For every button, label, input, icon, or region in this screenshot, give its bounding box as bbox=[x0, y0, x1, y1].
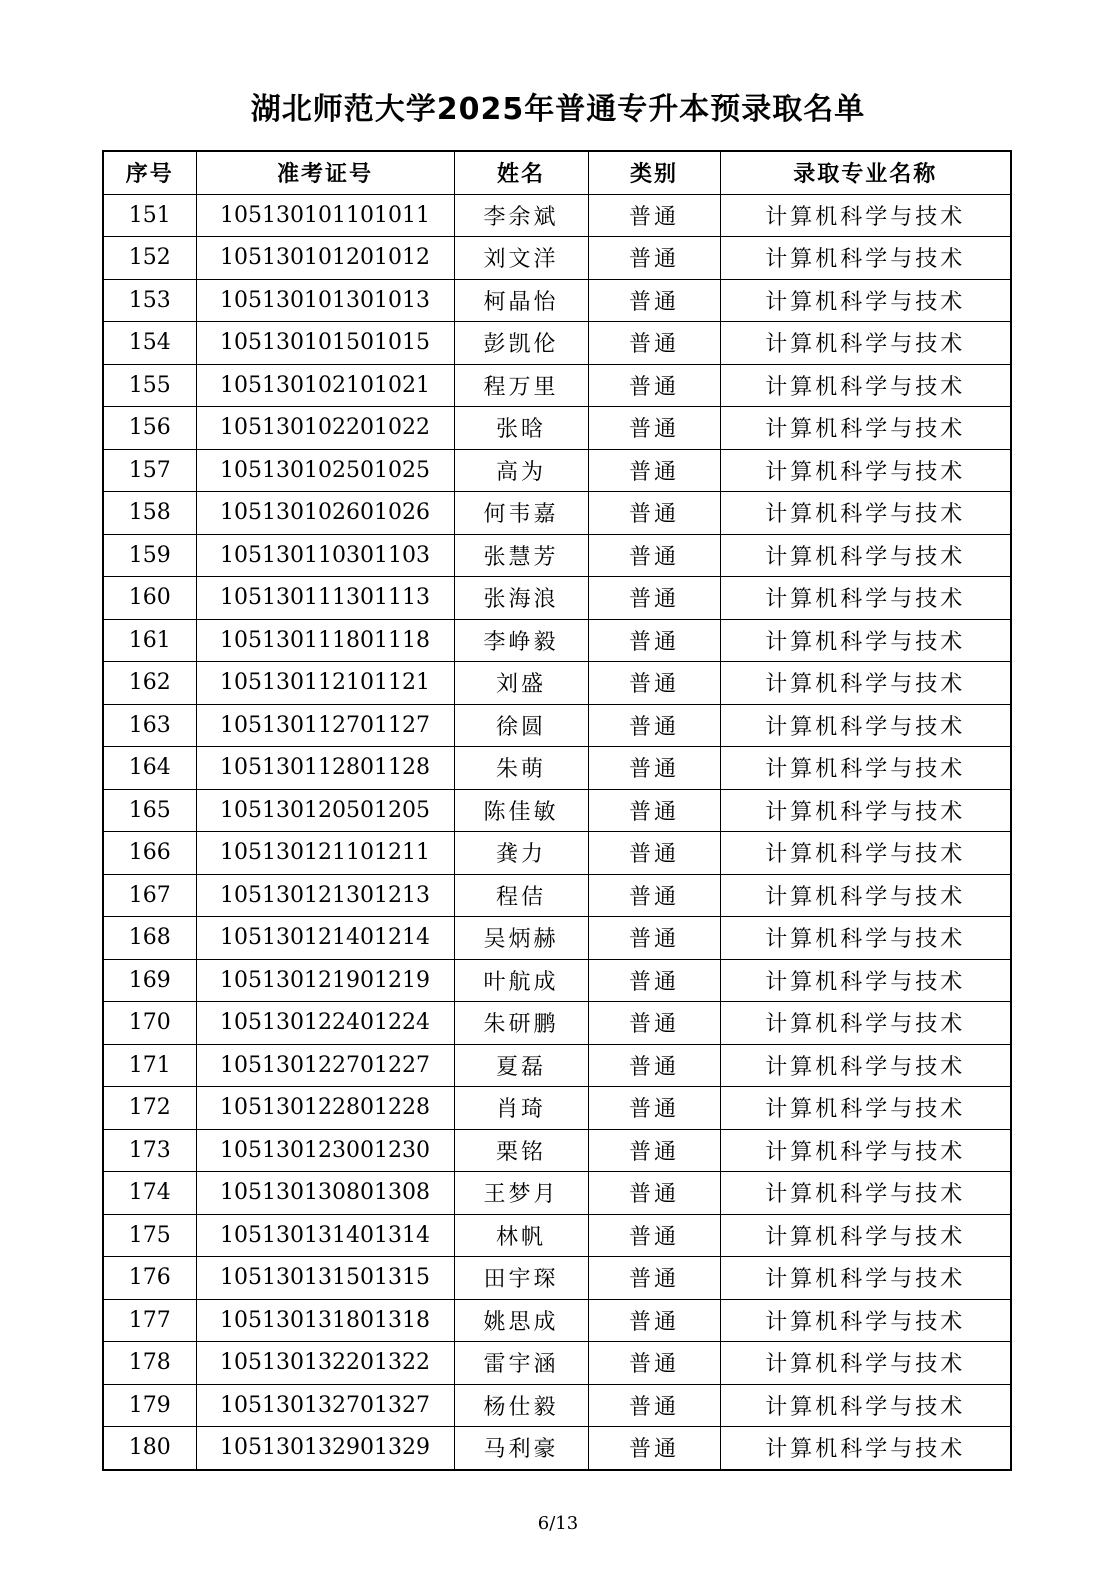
table-row bbox=[103, 492, 1011, 535]
cell-name: 张慧芳 bbox=[454, 534, 588, 577]
cell-category: 普通 bbox=[588, 747, 720, 790]
cell-exam-id: 105130120501205 bbox=[196, 789, 454, 832]
cell-category: 普通 bbox=[588, 1214, 720, 1257]
cell-major: 计算机科学与技术 bbox=[720, 577, 1011, 620]
cell-seq: 179 bbox=[103, 1384, 196, 1427]
cell-major: 计算机科学与技术 bbox=[720, 1044, 1011, 1087]
cell-exam-id: 105130102101021 bbox=[196, 364, 454, 407]
cell-name: 刘文洋 bbox=[454, 237, 588, 280]
cell-category: 普通 bbox=[588, 1299, 720, 1342]
cell-category: 普通 bbox=[588, 1087, 720, 1130]
cell-name: 马利豪 bbox=[454, 1427, 588, 1470]
header-major: 录取专业名称 bbox=[720, 151, 1011, 194]
cell-exam-id: 105130121101211 bbox=[196, 832, 454, 875]
cell-exam-id: 105130101301013 bbox=[196, 279, 454, 322]
cell-seq: 161 bbox=[103, 619, 196, 662]
cell-exam-id: 105130112801128 bbox=[196, 747, 454, 790]
cell-major: 计算机科学与技术 bbox=[720, 1384, 1011, 1427]
cell-exam-id: 105130101201012 bbox=[196, 237, 454, 280]
table-row bbox=[103, 619, 1011, 662]
cell-major: 计算机科学与技术 bbox=[720, 492, 1011, 535]
cell-name: 李余斌 bbox=[454, 194, 588, 237]
cell-major: 计算机科学与技术 bbox=[720, 959, 1011, 1002]
header-seq: 序号 bbox=[103, 151, 196, 194]
cell-seq: 164 bbox=[103, 747, 196, 790]
cell-name: 夏磊 bbox=[454, 1044, 588, 1087]
cell-name: 雷宇涵 bbox=[454, 1342, 588, 1385]
table-row bbox=[103, 704, 1011, 747]
cell-exam-id: 105130130801308 bbox=[196, 1172, 454, 1215]
cell-seq: 167 bbox=[103, 874, 196, 917]
table-row bbox=[103, 1129, 1011, 1172]
cell-seq: 166 bbox=[103, 832, 196, 875]
cell-seq: 153 bbox=[103, 279, 196, 322]
cell-seq: 159 bbox=[103, 534, 196, 577]
cell-exam-id: 105130131801318 bbox=[196, 1299, 454, 1342]
table-row bbox=[103, 1299, 1011, 1342]
cell-major: 计算机科学与技术 bbox=[720, 917, 1011, 960]
cell-exam-id: 105130102501025 bbox=[196, 449, 454, 492]
cell-seq: 162 bbox=[103, 662, 196, 705]
table-row bbox=[103, 279, 1011, 322]
cell-category: 普通 bbox=[588, 364, 720, 407]
cell-exam-id: 105130102201022 bbox=[196, 407, 454, 450]
cell-category: 普通 bbox=[588, 279, 720, 322]
cell-major: 计算机科学与技术 bbox=[720, 237, 1011, 280]
cell-seq: 168 bbox=[103, 917, 196, 960]
cell-category: 普通 bbox=[588, 1044, 720, 1087]
table-row bbox=[103, 1427, 1011, 1470]
cell-exam-id: 105130131401314 bbox=[196, 1214, 454, 1257]
cell-name: 吴炳赫 bbox=[454, 917, 588, 960]
cell-exam-id: 105130123001230 bbox=[196, 1129, 454, 1172]
cell-exam-id: 105130132201322 bbox=[196, 1342, 454, 1385]
cell-name: 高为 bbox=[454, 449, 588, 492]
cell-seq: 174 bbox=[103, 1172, 196, 1215]
cell-category: 普通 bbox=[588, 492, 720, 535]
cell-exam-id: 105130101101011 bbox=[196, 194, 454, 237]
cell-seq: 163 bbox=[103, 704, 196, 747]
table-row bbox=[103, 237, 1011, 280]
cell-major: 计算机科学与技术 bbox=[720, 449, 1011, 492]
table-row bbox=[103, 789, 1011, 832]
cell-seq: 160 bbox=[103, 577, 196, 620]
table-row bbox=[103, 1087, 1011, 1130]
cell-seq: 173 bbox=[103, 1129, 196, 1172]
cell-name: 姚思成 bbox=[454, 1299, 588, 1342]
cell-category: 普通 bbox=[588, 237, 720, 280]
page-number: 6/13 bbox=[537, 1513, 579, 1534]
cell-category: 普通 bbox=[588, 959, 720, 1002]
cell-seq: 177 bbox=[103, 1299, 196, 1342]
cell-category: 普通 bbox=[588, 1384, 720, 1427]
cell-name: 李峥毅 bbox=[454, 619, 588, 662]
cell-seq: 158 bbox=[103, 492, 196, 535]
cell-exam-id: 105130112101121 bbox=[196, 662, 454, 705]
cell-major: 计算机科学与技术 bbox=[720, 1427, 1011, 1470]
cell-major: 计算机科学与技术 bbox=[720, 832, 1011, 875]
cell-name: 叶航成 bbox=[454, 959, 588, 1002]
table-row bbox=[103, 1342, 1011, 1385]
cell-category: 普通 bbox=[588, 534, 720, 577]
cell-name: 栗铭 bbox=[454, 1129, 588, 1172]
cell-major: 计算机科学与技术 bbox=[720, 1342, 1011, 1385]
cell-major: 计算机科学与技术 bbox=[720, 619, 1011, 662]
cell-name: 刘盛 bbox=[454, 662, 588, 705]
cell-exam-id: 105130110301103 bbox=[196, 534, 454, 577]
table-header-row bbox=[103, 151, 1011, 194]
cell-category: 普通 bbox=[588, 662, 720, 705]
cell-exam-id: 105130131501315 bbox=[196, 1257, 454, 1300]
cell-major: 计算机科学与技术 bbox=[720, 279, 1011, 322]
table-row bbox=[103, 1214, 1011, 1257]
cell-exam-id: 105130111801118 bbox=[196, 619, 454, 662]
cell-exam-id: 105130101501015 bbox=[196, 322, 454, 365]
cell-exam-id: 105130111301113 bbox=[196, 577, 454, 620]
cell-major: 计算机科学与技术 bbox=[720, 364, 1011, 407]
cell-seq: 165 bbox=[103, 789, 196, 832]
cell-major: 计算机科学与技术 bbox=[720, 747, 1011, 790]
cell-major: 计算机科学与技术 bbox=[720, 1172, 1011, 1215]
cell-major: 计算机科学与技术 bbox=[720, 789, 1011, 832]
table-row bbox=[103, 407, 1011, 450]
cell-major: 计算机科学与技术 bbox=[720, 704, 1011, 747]
cell-seq: 172 bbox=[103, 1087, 196, 1130]
header-category: 类别 bbox=[588, 151, 720, 194]
cell-name: 肖琦 bbox=[454, 1087, 588, 1130]
table-row bbox=[103, 1172, 1011, 1215]
cell-exam-id: 105130121301213 bbox=[196, 874, 454, 917]
cell-exam-id: 105130132901329 bbox=[196, 1427, 454, 1470]
cell-seq: 151 bbox=[103, 194, 196, 237]
cell-name: 田宇琛 bbox=[454, 1257, 588, 1300]
cell-exam-id: 105130121901219 bbox=[196, 959, 454, 1002]
cell-name: 王梦月 bbox=[454, 1172, 588, 1215]
cell-major: 计算机科学与技术 bbox=[720, 1299, 1011, 1342]
table-row bbox=[103, 747, 1011, 790]
cell-category: 普通 bbox=[588, 577, 720, 620]
cell-category: 普通 bbox=[588, 874, 720, 917]
cell-seq: 152 bbox=[103, 237, 196, 280]
cell-major: 计算机科学与技术 bbox=[720, 1129, 1011, 1172]
cell-name: 张海浪 bbox=[454, 577, 588, 620]
cell-exam-id: 105130132701327 bbox=[196, 1384, 454, 1427]
table-row bbox=[103, 1257, 1011, 1300]
cell-seq: 169 bbox=[103, 959, 196, 1002]
table-row bbox=[103, 194, 1011, 237]
cell-major: 计算机科学与技术 bbox=[720, 322, 1011, 365]
cell-name: 何韦嘉 bbox=[454, 492, 588, 535]
header-name: 姓名 bbox=[454, 151, 588, 194]
cell-name: 朱萌 bbox=[454, 747, 588, 790]
table-row bbox=[103, 874, 1011, 917]
cell-name: 杨仕毅 bbox=[454, 1384, 588, 1427]
cell-exam-id: 105130122401224 bbox=[196, 1002, 454, 1045]
cell-major: 计算机科学与技术 bbox=[720, 662, 1011, 705]
cell-name: 张晗 bbox=[454, 407, 588, 450]
cell-seq: 175 bbox=[103, 1214, 196, 1257]
cell-major: 计算机科学与技术 bbox=[720, 1257, 1011, 1300]
cell-name: 程佶 bbox=[454, 874, 588, 917]
page-title: 湖北师范大学2025年普通专升本预录取名单 bbox=[250, 92, 866, 127]
cell-category: 普通 bbox=[588, 832, 720, 875]
cell-name: 陈佳敏 bbox=[454, 789, 588, 832]
table-row bbox=[103, 959, 1011, 1002]
table-row bbox=[103, 364, 1011, 407]
cell-category: 普通 bbox=[588, 407, 720, 450]
cell-seq: 170 bbox=[103, 1002, 196, 1045]
table-row bbox=[103, 1384, 1011, 1427]
cell-name: 朱研鹏 bbox=[454, 1002, 588, 1045]
admission-table bbox=[102, 150, 1012, 1471]
cell-major: 计算机科学与技术 bbox=[720, 874, 1011, 917]
table-row bbox=[103, 449, 1011, 492]
table-row bbox=[103, 577, 1011, 620]
cell-name: 林帆 bbox=[454, 1214, 588, 1257]
cell-category: 普通 bbox=[588, 194, 720, 237]
cell-category: 普通 bbox=[588, 704, 720, 747]
cell-name: 柯晶怡 bbox=[454, 279, 588, 322]
cell-seq: 171 bbox=[103, 1044, 196, 1087]
cell-category: 普通 bbox=[588, 1129, 720, 1172]
cell-major: 计算机科学与技术 bbox=[720, 1002, 1011, 1045]
cell-category: 普通 bbox=[588, 789, 720, 832]
cell-name: 彭凯伦 bbox=[454, 322, 588, 365]
table-row bbox=[103, 832, 1011, 875]
cell-seq: 178 bbox=[103, 1342, 196, 1385]
cell-name: 徐圆 bbox=[454, 704, 588, 747]
cell-category: 普通 bbox=[588, 1002, 720, 1045]
header-exam-id: 准考证号 bbox=[196, 151, 454, 194]
cell-category: 普通 bbox=[588, 1172, 720, 1215]
cell-major: 计算机科学与技术 bbox=[720, 1087, 1011, 1130]
cell-category: 普通 bbox=[588, 449, 720, 492]
cell-exam-id: 105130122801228 bbox=[196, 1087, 454, 1130]
cell-exam-id: 105130121401214 bbox=[196, 917, 454, 960]
cell-seq: 157 bbox=[103, 449, 196, 492]
table-row bbox=[103, 322, 1011, 365]
cell-category: 普通 bbox=[588, 1342, 720, 1385]
cell-category: 普通 bbox=[588, 1427, 720, 1470]
table-row bbox=[103, 1044, 1011, 1087]
table-row bbox=[103, 534, 1011, 577]
cell-category: 普通 bbox=[588, 1257, 720, 1300]
cell-seq: 154 bbox=[103, 322, 196, 365]
cell-seq: 155 bbox=[103, 364, 196, 407]
cell-category: 普通 bbox=[588, 619, 720, 662]
table-row bbox=[103, 662, 1011, 705]
cell-seq: 176 bbox=[103, 1257, 196, 1300]
cell-category: 普通 bbox=[588, 917, 720, 960]
cell-major: 计算机科学与技术 bbox=[720, 194, 1011, 237]
table-row bbox=[103, 917, 1011, 960]
cell-exam-id: 105130102601026 bbox=[196, 492, 454, 535]
table-body bbox=[103, 194, 1011, 1470]
cell-exam-id: 105130112701127 bbox=[196, 704, 454, 747]
table-row bbox=[103, 1002, 1011, 1045]
cell-seq: 180 bbox=[103, 1427, 196, 1470]
cell-major: 计算机科学与技术 bbox=[720, 407, 1011, 450]
cell-major: 计算机科学与技术 bbox=[720, 534, 1011, 577]
cell-seq: 156 bbox=[103, 407, 196, 450]
cell-category: 普通 bbox=[588, 322, 720, 365]
cell-exam-id: 105130122701227 bbox=[196, 1044, 454, 1087]
cell-name: 龚力 bbox=[454, 832, 588, 875]
cell-name: 程万里 bbox=[454, 364, 588, 407]
cell-major: 计算机科学与技术 bbox=[720, 1214, 1011, 1257]
